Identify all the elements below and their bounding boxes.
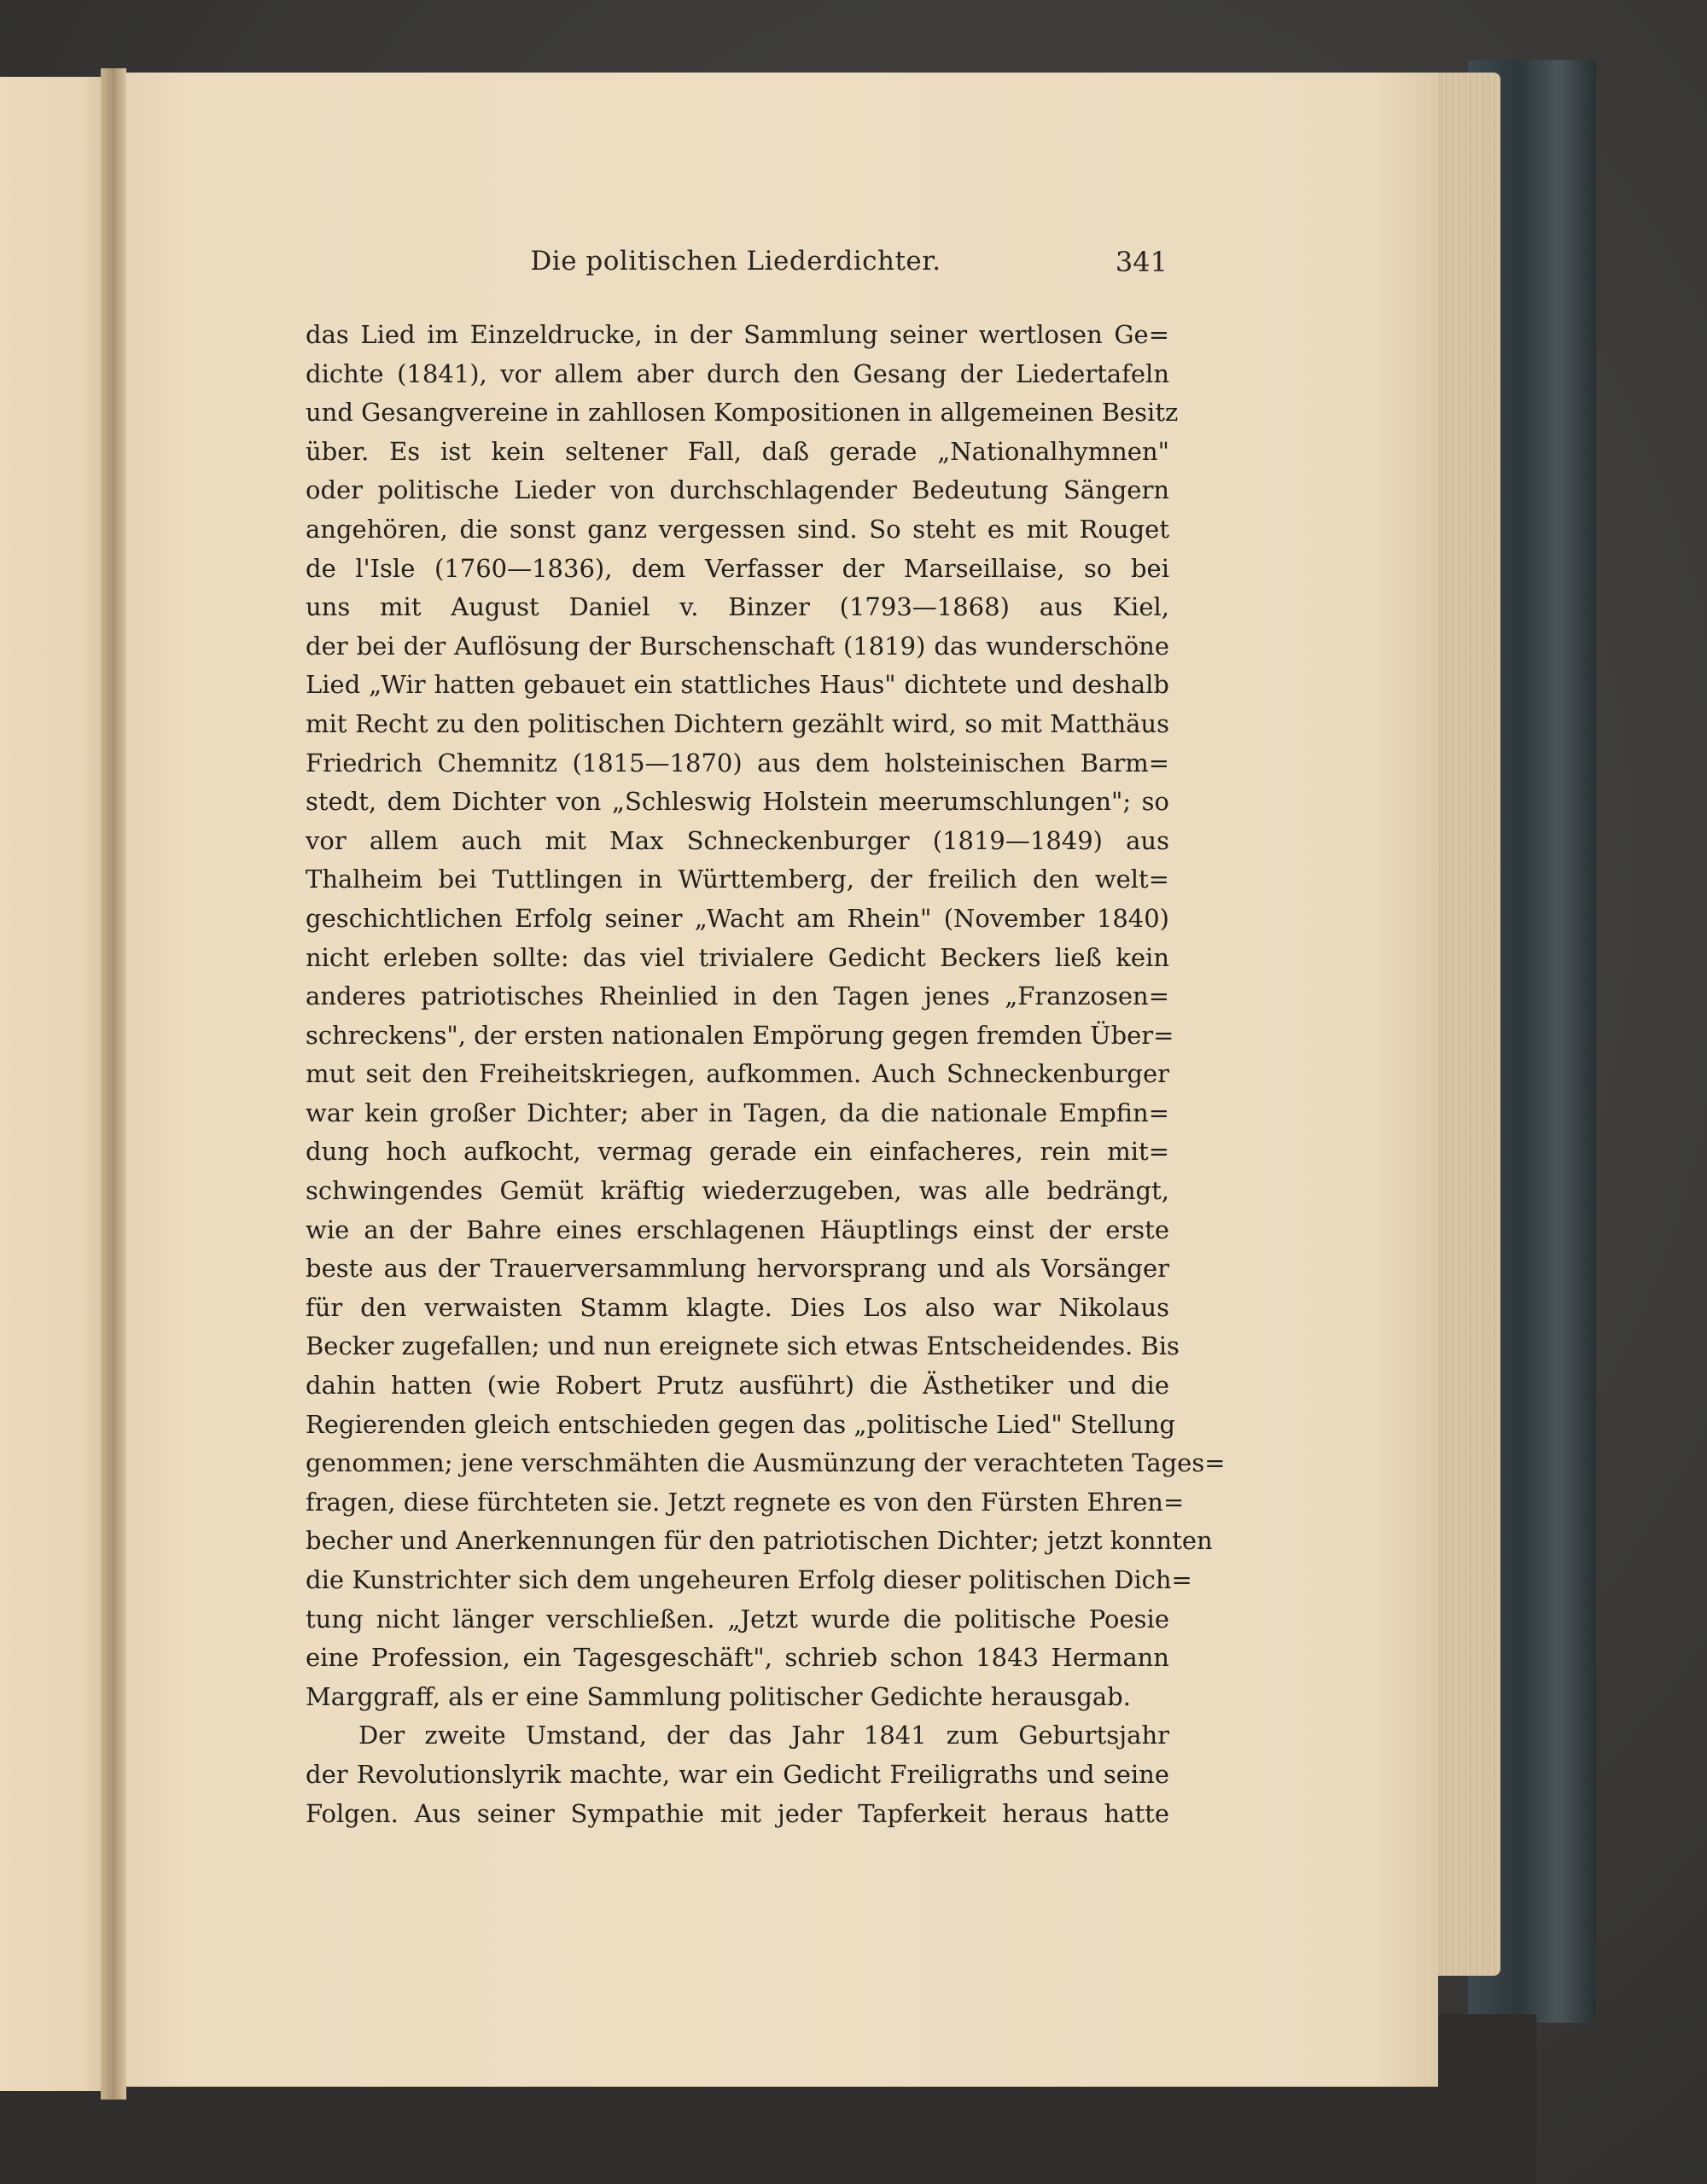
text-line: angehören, die sonst ganz vergessen sind. So steht es mit Rouget xyxy=(306,514,1169,544)
paragraph-first-line: Der zweite Umstand, der das Jahr 1841 zum Geburtsjahr xyxy=(358,1721,1169,1750)
text-line: tung nicht länger verschließen. „Jetzt wurde die politische Poesie xyxy=(306,1604,1169,1634)
text-line: wie an der Bahre eines erschlagenen Häuptlings einst der erste xyxy=(306,1214,1169,1244)
text-line: der bei der Auflösung der Burschenschaft (1819) das wunderschöne xyxy=(306,631,1169,661)
page-number: 341 xyxy=(1115,246,1168,278)
text-line: de l'Isle (1760—1836), dem Verfasser der Marseillaise, so bei xyxy=(306,553,1169,583)
page-header xyxy=(304,246,1168,280)
text-line: war kein großer Dichter; aber in Tagen, da die nationale Empfin= xyxy=(306,1098,1169,1127)
text-line: stedt, dem Dichter von „Schleswig Holstein meerumschlungen"; so xyxy=(306,787,1169,817)
previous-page-edge xyxy=(0,77,115,2091)
text-line: für den verwaisten Stamm klagte. Dies Los also war Nikolaus xyxy=(306,1292,1169,1322)
text-line: Marggraff, als er eine Sammlung politischer Gedichte herausgab. xyxy=(306,1681,1131,1711)
text-line: Regierenden gleich entschieden gegen das „politische Lied" Stellung xyxy=(306,1409,1176,1439)
running-title: Die politischen Liederdichter. xyxy=(530,246,941,277)
text-line: Becker zugefallen; und nun ereignete sich etwas Entscheidendes. Bis xyxy=(306,1331,1180,1361)
text-line: oder politische Lieder von durchschlagender Bedeutung Sängern xyxy=(306,475,1169,505)
text-line: nicht erleben sollte: das viel trivialere Gedicht Beckers ließ kein xyxy=(306,942,1169,972)
book-gutter xyxy=(101,68,126,2100)
text-line: schwingendes Gemüt kräftig wiederzugeben, was alle bedrängt, xyxy=(306,1176,1169,1206)
text-line: das Lied im Einzeldrucke, in der Sammlung seiner wertlosen Ge= xyxy=(306,320,1169,349)
text-line: Folgen. Aus seiner Sympathie mit jeder Tapferkeit heraus hatte xyxy=(306,1798,1169,1828)
text-line: der Revolutionslyrik machte, war ein Gedicht Freiligraths und seine xyxy=(306,1759,1169,1789)
text-line: dichte (1841), vor allem aber durch den Gesang der Liedertafeln xyxy=(306,358,1169,388)
page-edges xyxy=(1434,73,1500,1976)
text-line: schreckens", der ersten nationalen Empörung gegen fremden Über= xyxy=(306,1020,1174,1050)
body-text xyxy=(306,316,1226,1833)
text-line: dahin hatten (wie Robert Prutz ausführt) die Ästhetiker und die xyxy=(306,1371,1169,1401)
text-line: geschichtlichen Erfolg seiner „Wacht am Rhein" (November 1840) xyxy=(306,903,1169,933)
text-line: mut seit den Freiheitskriegen, aufkommen. Auch Schneckenburger xyxy=(306,1059,1169,1089)
text-line: anderes patriotisches Rheinlied in den Tagen jenes „Franzosen= xyxy=(306,981,1169,1011)
text-line: Lied „Wir hatten gebauet ein stattliches Haus" dichtete und deshalb xyxy=(306,670,1169,700)
text-line: fragen, diese fürchteten sie. Jetzt regnete es von den Fürsten Ehren= xyxy=(306,1487,1185,1517)
text-line: vor allem auch mit Max Schneckenburger (1819—1849) aus xyxy=(306,825,1169,855)
text-line: eine Profession, ein Tagesgeschäft", schrieb schon 1843 Hermann xyxy=(306,1643,1169,1673)
text-line: uns mit August Daniel v. Binzer (1793—1868) aus Kiel, xyxy=(306,592,1169,622)
text-line: becher und Anerkennungen für den patriotischen Dichter; jetzt konnten xyxy=(306,1526,1213,1556)
text-line: beste aus der Trauerversammlung hervorsprang und als Vorsänger xyxy=(306,1254,1169,1284)
text-line: und Gesangvereine in zahllosen Kompositionen in allgemeinen Besitz xyxy=(306,398,1179,428)
text-line: genommen; jene verschmähten die Ausmünzung der verachteten Tages= xyxy=(306,1448,1226,1478)
text-line: über. Es ist kein seltener Fall, daß gerade „Nationalhymnen" xyxy=(306,436,1169,466)
text-line: die Kunstrichter sich dem ungeheuren Erfolg dieser politischen Dich= xyxy=(306,1565,1192,1594)
text-line: mit Recht zu den politischen Dichtern gezählt wird, so mit Matthäus xyxy=(306,708,1169,738)
text-line: Friedrich Chemnitz (1815—1870) aus dem holsteinischen Barm= xyxy=(306,748,1169,778)
text-line: Thalheim bei Tuttlingen in Württemberg, der freilich den welt= xyxy=(306,865,1169,894)
text-line: dung hoch aufkocht, vermag gerade ein einfacheres, rein mit= xyxy=(306,1137,1169,1167)
